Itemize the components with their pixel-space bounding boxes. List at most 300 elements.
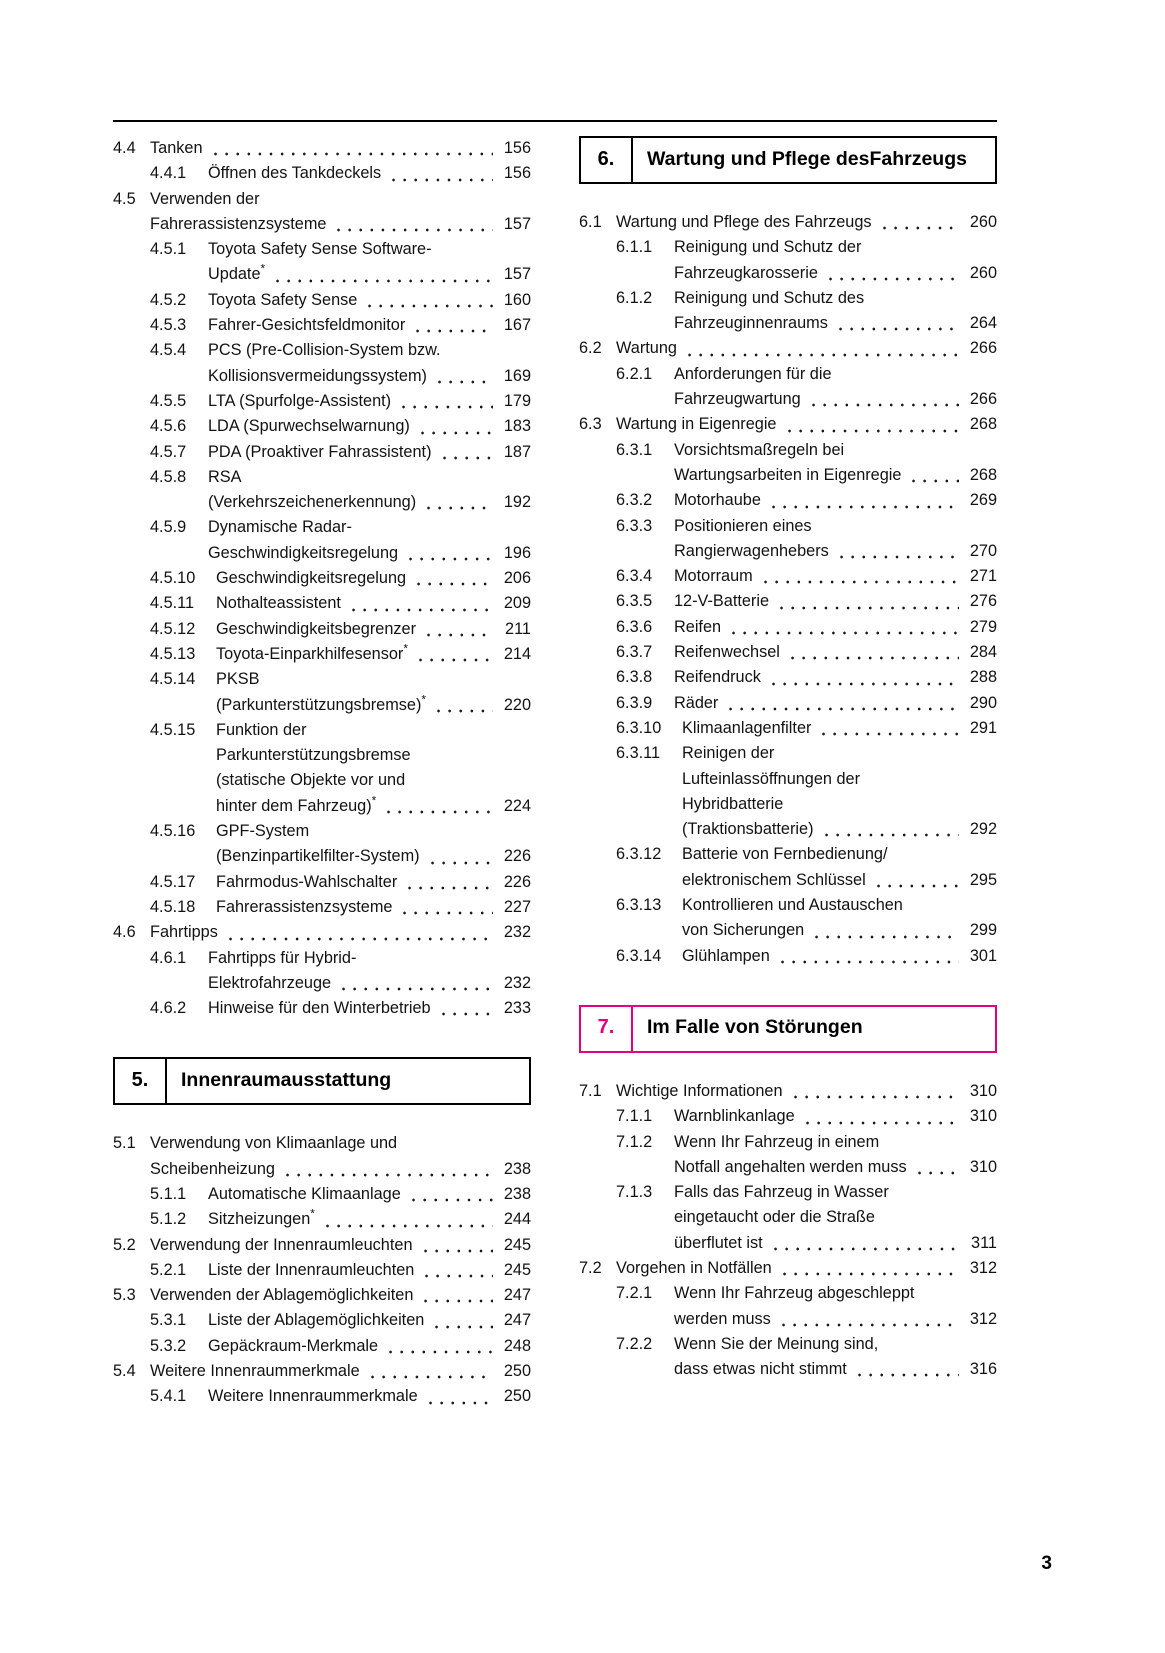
toc-entry-line [674, 665, 997, 690]
toc-entry-line [216, 895, 531, 920]
toc-entry[interactable] [113, 515, 531, 566]
toc-entry[interactable] [113, 996, 531, 1021]
toc-entry-number: 7.1.1 [616, 1107, 653, 1126]
toc-entry[interactable] [579, 336, 997, 361]
toc-entry[interactable] [579, 944, 997, 969]
toc-entry-label: überflutet ist [674, 1233, 763, 1252]
dot-leader [404, 886, 493, 890]
toc-entry-number: 4.5.7 [150, 442, 187, 461]
toc-entry[interactable] [579, 210, 997, 235]
toc-entry-number: 6.3.2 [616, 491, 653, 510]
toc-entry[interactable] [579, 286, 997, 337]
toc-entry-label: Reifendruck [674, 668, 761, 687]
dot-leader [431, 1325, 493, 1329]
toc-entry-label: Rangierwagenhebers [674, 541, 829, 560]
toc-entry-line [208, 364, 531, 389]
dot-leader [420, 1249, 494, 1253]
toc-entry-page: 295 [969, 870, 997, 889]
dot-leader [427, 861, 493, 865]
toc-entry-page: 160 [503, 290, 531, 309]
toc-entry-page: 312 [969, 1258, 997, 1277]
dot-leader [725, 707, 959, 711]
toc-entry-page: 247 [503, 1286, 531, 1305]
toc-entry[interactable] [113, 1207, 531, 1232]
toc-entry[interactable] [113, 389, 531, 414]
toc-entry[interactable] [579, 893, 997, 944]
toc-entry-page: 167 [503, 316, 531, 335]
toc-entry-line [208, 996, 531, 1021]
toc-entry[interactable] [113, 819, 531, 870]
toc-entry-label: Geschwindigkeitsregelung [216, 569, 407, 588]
toc-entry-line [674, 1307, 997, 1332]
toc-entry-page: 310 [969, 1107, 997, 1126]
toc-entry-number: 4.5.14 [150, 670, 196, 689]
header-rule [113, 120, 997, 122]
toc-entry[interactable] [113, 1131, 531, 1182]
toc-entry-page: 226 [503, 872, 531, 891]
toc-entry-page: 232 [503, 923, 531, 942]
toc-entry-page: 260 [969, 213, 997, 231]
toc-entry-page: 227 [503, 897, 531, 916]
toc-entry-label: Toyota-Einparkhilfesensor* [216, 641, 409, 663]
dot-leader [778, 1323, 959, 1327]
toc-entry-line [208, 288, 531, 313]
toc-entry-label: Fahrtipps [150, 923, 218, 942]
spacer [579, 184, 997, 210]
toc-entry-page: 211 [505, 619, 531, 638]
toc-entry-number: 5.2.1 [150, 1260, 187, 1279]
toc-entry[interactable] [579, 412, 997, 437]
toc-entry-line [616, 412, 997, 437]
dot-leader [835, 327, 959, 331]
toc-entry-page: 224 [503, 796, 531, 815]
toc-entry-line [216, 617, 531, 642]
toc-entry[interactable] [113, 617, 531, 642]
toc-entry-page: 266 [969, 339, 997, 358]
toc-entry-label: Weitere Innenraummerkmale [150, 1362, 360, 1381]
dot-leader [825, 277, 959, 281]
toc-entry-body [616, 336, 997, 361]
toc-entry-number: 6.3.14 [616, 946, 662, 965]
toc-entry[interactable] [113, 161, 531, 186]
dot-leader [399, 911, 493, 915]
toc-entry-label: Reifen [674, 617, 722, 636]
toc-entry-number: 6.1.1 [616, 238, 653, 257]
dot-leader [684, 353, 959, 357]
toc-entry-page: 245 [503, 1260, 531, 1279]
toc-entry-label: LTA (Spurfolge-Assistent) [208, 391, 392, 410]
dot-leader [413, 582, 493, 586]
toc-entry-page: 268 [969, 465, 997, 484]
toc-entry-line [216, 794, 531, 819]
toc-entry-page: 248 [503, 1336, 531, 1355]
toc-entry-label: (statische Objekte vor und [216, 771, 406, 790]
toc-entry-label: dass etwas nicht stimmt [674, 1360, 847, 1379]
toc-entry-body [674, 589, 997, 614]
dot-leader [423, 633, 493, 637]
toc-list-chapter-6 [579, 210, 997, 969]
toc-entry-body [216, 642, 531, 667]
toc-entry-label: Weitere Innenraummerkmale [208, 1387, 418, 1406]
toc-entry[interactable] [579, 1104, 997, 1129]
toc-entry-body [674, 1180, 997, 1256]
toc-entry-line [674, 261, 997, 286]
toc-entry[interactable] [579, 665, 997, 690]
dot-leader [854, 1373, 959, 1377]
toc-entry-page: 310 [969, 1157, 997, 1176]
toc-entry-label: Hybridbatterie [682, 794, 784, 813]
toc-entry-line [150, 920, 531, 945]
toc-entry-body [682, 741, 997, 842]
section-header-box-6[interactable] [579, 136, 997, 184]
toc-entry[interactable] [579, 1281, 997, 1332]
toc-entry-label: Wenn Sie der Meinung sind, [674, 1334, 879, 1353]
toc-entry-line [208, 971, 531, 996]
toc-entry-body [616, 1079, 997, 1104]
toc-entry-line [674, 615, 997, 640]
toc-entry[interactable] [113, 1182, 531, 1207]
toc-entry-number: 4.5.8 [150, 467, 187, 486]
toc-entry[interactable] [113, 642, 531, 667]
toc-entry[interactable] [113, 440, 531, 465]
toc-entry[interactable] [113, 946, 531, 997]
toc-entry-number: 6.3.10 [616, 718, 662, 737]
toc-entry-line [208, 1308, 531, 1333]
toc-entry-line [208, 389, 531, 414]
dot-leader [388, 178, 493, 182]
toc-entry-label: Positionieren eines [674, 516, 812, 535]
toc-entry-line [674, 539, 997, 564]
toc-entry-page: 238 [503, 1184, 531, 1203]
dot-leader [818, 732, 959, 736]
toc-entry-body [150, 1131, 531, 1182]
footnote-asterisk: * [403, 641, 409, 656]
toc-entry-label: Reinigung und Schutz der [674, 238, 862, 257]
toc-entry[interactable] [579, 589, 997, 614]
toc-entry-label: (Verkehrszeichenerkennung) [208, 493, 417, 512]
toc-entry-number: 7.1.3 [616, 1183, 653, 1202]
dot-leader [873, 884, 959, 888]
toc-entry-number: 6.3.6 [616, 617, 653, 636]
section-number-5: 5. [115, 1059, 167, 1103]
toc-entry-line [208, 490, 531, 515]
toc-entry-number: 4.5.4 [150, 341, 187, 360]
toc-entry-body [674, 286, 997, 337]
toc-entry-number: 6.3.5 [616, 592, 653, 611]
section-header-box-5[interactable] [113, 1057, 531, 1105]
dot-leader [421, 1274, 493, 1278]
toc-entry[interactable] [113, 566, 531, 591]
dot-leader [417, 431, 493, 435]
toc-entry[interactable] [113, 870, 531, 895]
toc-entry-label: Warnblinkanlage [674, 1107, 795, 1126]
dot-leader [322, 1224, 493, 1228]
toc-entry-body [150, 1359, 531, 1384]
toc-entry-label: Nothalteassistent [216, 594, 341, 613]
toc-entry-label: (Parkunterstützungsbremse)* [216, 692, 427, 714]
toc-entry-number: 5.3 [113, 1286, 136, 1305]
toc-entry-line [150, 212, 531, 237]
toc-entry-page: 220 [503, 695, 531, 714]
toc-entry-page: 284 [969, 643, 997, 662]
toc-entry-line [208, 262, 531, 287]
toc-entry-label: Hinweise für den Winterbetrieb [208, 999, 431, 1018]
toc-entry-body [674, 438, 997, 489]
toc-entry[interactable] [113, 187, 531, 238]
toc-entry[interactable] [579, 514, 997, 565]
toc-entry-line [208, 1258, 531, 1283]
dot-leader [433, 709, 493, 713]
toc-entry-label: GPF-System [216, 822, 310, 841]
toc-entry-label: Fahrerassistenzsysteme [216, 897, 393, 916]
toc-entry[interactable] [579, 1130, 997, 1181]
toc-entry-number: 4.5.15 [150, 720, 196, 739]
toc-entry-page: 310 [969, 1081, 997, 1100]
toc-entry-page: 156 [503, 139, 531, 157]
toc-entry-body [682, 842, 997, 893]
toc-entry-label: Verwenden der Ablagemöglichkeiten [150, 1286, 414, 1305]
toc-entry-line [674, 589, 997, 614]
toc-entry-label: Reinigen der [682, 744, 775, 763]
dot-leader [415, 658, 493, 662]
toc-entry-line [216, 693, 531, 718]
toc-entry[interactable] [579, 615, 997, 640]
toc-entry-page: 245 [503, 1235, 531, 1254]
toc-entry-body [208, 338, 531, 389]
dot-leader [760, 580, 959, 584]
toc-entry-label: Elektrofahrzeuge [208, 973, 332, 992]
dot-leader [784, 429, 960, 433]
toc-entry-body [616, 412, 997, 437]
toc-entry-number: 6.2 [579, 339, 602, 358]
toc-entry-label: Notfall angehalten werden muss [674, 1157, 907, 1176]
toc-entry-number: 7.2 [579, 1258, 602, 1277]
toc-entry-number: 6.3.11 [616, 744, 661, 763]
toc-entry-label: Tanken [150, 139, 203, 157]
toc-entry-number: 4.5.9 [150, 518, 187, 537]
toc-entry-body [216, 566, 531, 591]
toc-entry-body [216, 895, 531, 920]
toc-entry-label: Wartung und Pflege des Fahrzeugs [616, 213, 872, 231]
toc-entry-line [216, 566, 531, 591]
section-number-7: 7. [581, 1007, 633, 1051]
toc-entry[interactable] [113, 1283, 531, 1308]
toc-entry-label: Kontrollieren und Austauschen [682, 896, 903, 915]
spacer [579, 1053, 997, 1079]
toc-entry[interactable] [579, 842, 997, 893]
dot-leader [423, 506, 493, 510]
toc-entry-body [208, 161, 531, 186]
toc-entry-page: 192 [503, 493, 531, 512]
toc-entry-line [150, 136, 531, 161]
toc-entry-number: 4.5.1 [150, 240, 187, 259]
section-title-6: Wartung und Pflege des Fahrzeugs [647, 147, 967, 170]
toc-entry-page: 157 [503, 265, 531, 284]
toc-entry[interactable] [113, 920, 531, 945]
toc-entry-number: 4.5.18 [150, 897, 196, 916]
toc-entry-line [150, 1283, 531, 1308]
toc-entry-body [208, 1182, 531, 1207]
toc-entry[interactable] [579, 691, 997, 716]
toc-entry-number: 5.1.1 [150, 1184, 187, 1203]
toc-entry-number: 4.5.5 [150, 391, 187, 410]
toc-entry[interactable] [113, 1384, 531, 1409]
toc-entry[interactable] [579, 1332, 997, 1383]
toc-entry[interactable] [113, 136, 531, 161]
toc-entry-line [208, 541, 531, 566]
toc-entry-line [208, 161, 531, 186]
toc-entry-body [208, 515, 531, 566]
toc-entry[interactable] [113, 313, 531, 338]
toc-entry-line [616, 210, 997, 235]
dot-leader [811, 935, 959, 939]
dot-leader [768, 682, 959, 686]
toc-entry-body [674, 1332, 997, 1383]
dot-leader [225, 937, 493, 941]
toc-entry-line [682, 918, 997, 943]
toc-entry-page: 311 [971, 1233, 997, 1252]
toc-entry[interactable] [113, 465, 531, 516]
toc-entry[interactable] [113, 237, 531, 288]
toc-entry-label: Verwendung von Klimaanlage und [150, 1134, 398, 1153]
toc-entry-body [674, 564, 997, 589]
toc-entry-body [616, 1256, 997, 1281]
dot-leader [438, 1012, 493, 1016]
toc-entry-body [674, 665, 997, 690]
toc-entry-label: von Sicherungen [682, 921, 805, 940]
toc-entry[interactable] [579, 362, 997, 413]
toc-entry-body [674, 1104, 997, 1129]
toc-entry-page: 290 [969, 693, 997, 712]
toc-entry-label: Geschwindigkeitsbegrenzer [216, 619, 417, 638]
section-header-box-7[interactable] [579, 1005, 997, 1053]
toc-entry[interactable] [113, 667, 531, 718]
toc-entry-line [682, 868, 997, 893]
toc-entry[interactable] [579, 1180, 997, 1256]
toc-entry-label: Toyota Safety Sense Software- [208, 240, 432, 259]
toc-entry[interactable] [113, 895, 531, 920]
dot-leader [385, 1350, 493, 1354]
toc-entry-line [682, 716, 997, 741]
toc-entry-number: 4.5.16 [150, 822, 196, 841]
toc-entry-line [208, 414, 531, 439]
toc-entry[interactable] [113, 1359, 531, 1384]
dot-leader [210, 152, 494, 156]
toc-entry-label: Fahrzeugwartung [674, 390, 801, 409]
toc-entry[interactable] [579, 488, 997, 513]
toc-entry[interactable] [113, 1233, 531, 1258]
toc-entry-number: 6.3.4 [616, 567, 653, 586]
toc-entry[interactable] [113, 338, 531, 389]
toc-entry-page: 279 [969, 617, 997, 636]
toc-entry-number: 4.6.1 [150, 948, 187, 967]
dot-leader [728, 631, 959, 635]
toc-entry[interactable] [579, 716, 997, 741]
dot-leader [405, 557, 493, 561]
toc-entry-body [150, 187, 531, 238]
toc-entry[interactable] [579, 438, 997, 489]
dot-leader [282, 1173, 493, 1177]
toc-entry-number: 6.3.3 [616, 516, 653, 535]
toc-entry-label: Automatische Klimaanlage [208, 1184, 401, 1203]
toc-entry[interactable] [113, 414, 531, 439]
toc-entry-page: 270 [969, 541, 997, 560]
toc-entry-number: 4.5.6 [150, 417, 187, 436]
toc-entry-label: Fahrtipps für Hybrid- [208, 948, 357, 967]
toc-entry-page: 156 [503, 164, 531, 183]
toc-entry-label: PDA (Proaktiver Fahrassistent) [208, 442, 432, 461]
section-number-6: 6. [581, 138, 633, 182]
toc-entry-body [674, 615, 997, 640]
toc-entry-number: 4.5.3 [150, 316, 187, 335]
toc-entry-body [150, 136, 531, 161]
toc-entry-label: 12-V-Batterie [674, 592, 770, 611]
toc-entry-line [208, 440, 531, 465]
footnote-asterisk: * [371, 793, 377, 808]
footnote-asterisk: * [421, 692, 427, 707]
toc-entry-label: Verwenden der [150, 189, 260, 208]
dot-leader [787, 656, 959, 660]
right-column [579, 136, 997, 1410]
toc-entry-body [208, 313, 531, 338]
toc-entry-page: 264 [969, 314, 997, 333]
toc-entry[interactable] [113, 1308, 531, 1333]
toc-entry[interactable] [113, 1334, 531, 1359]
toc-entry[interactable] [113, 591, 531, 616]
dot-leader [367, 1375, 493, 1379]
toc-entry-label: Reinigung und Schutz des [674, 288, 865, 307]
toc-entry[interactable] [579, 640, 997, 665]
toc-entry-label: werden muss [674, 1309, 771, 1328]
toc-entry-page: 250 [503, 1362, 531, 1381]
toc-entry-body [682, 893, 997, 944]
toc-entry[interactable] [579, 564, 997, 589]
toc-entry[interactable] [579, 1079, 997, 1104]
toc-entry-body [674, 488, 997, 513]
toc-entry-number: 4.5.13 [150, 644, 196, 663]
toc-entry-label: Anforderungen für die [674, 364, 832, 383]
toc-entry-page: 288 [969, 668, 997, 687]
dot-leader [776, 606, 959, 610]
toc-entry-label: Fahrerassistenzsysteme [150, 214, 327, 233]
spacer [579, 969, 997, 1005]
toc-entry-page: 233 [503, 999, 531, 1018]
toc-entry-page: 247 [503, 1311, 531, 1330]
toc-entry-page: 226 [503, 847, 531, 866]
toc-entry-line [674, 463, 997, 488]
dot-leader [333, 228, 493, 232]
toc-entry[interactable] [579, 235, 997, 286]
toc-entry-body [208, 946, 531, 997]
toc-entry-line [682, 944, 997, 969]
footnote-asterisk: * [260, 262, 266, 277]
toc-entry-line [674, 311, 997, 336]
toc-entry-page: 250 [503, 1387, 531, 1406]
toc-entry-label: Vorsichtsmaßregeln bei [674, 440, 845, 459]
dot-leader [348, 608, 493, 612]
toc-entry-page: 269 [969, 491, 997, 510]
toc-entry[interactable] [579, 741, 997, 842]
toc-entry[interactable] [113, 288, 531, 313]
toc-entry-body [208, 237, 531, 288]
toc-entry-number: 6.1 [579, 213, 602, 231]
dot-leader [879, 226, 959, 230]
toc-entry[interactable] [579, 1256, 997, 1281]
toc-entry[interactable] [113, 718, 531, 819]
toc-entry[interactable] [113, 1258, 531, 1283]
two-column-layout [113, 136, 997, 1410]
toc-entry-body [150, 1283, 531, 1308]
